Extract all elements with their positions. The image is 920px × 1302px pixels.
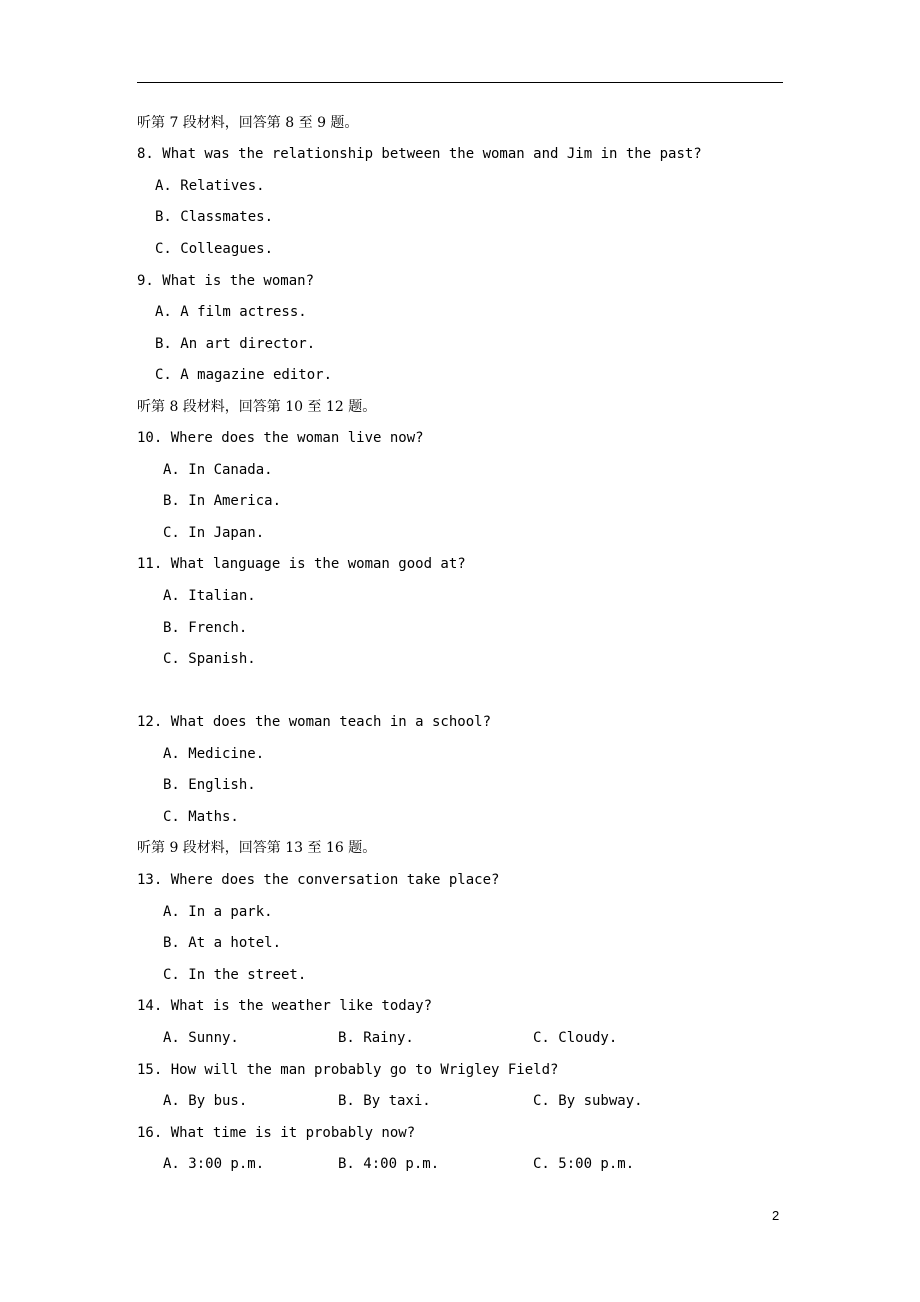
question-stem: 10. Where does the woman live now? — [137, 430, 424, 446]
answer-option: B. Rainy. — [338, 1030, 414, 1046]
question-stem: 15. How will the man probably go to Wrigley Field? — [137, 1062, 559, 1078]
answer-option: B. In America. — [163, 493, 282, 509]
section-heading: 听第 9 段材料，回答第 13 至 16 题。 — [137, 840, 377, 856]
answer-option: A. Sunny. — [163, 1030, 239, 1046]
answer-option: C. Maths. — [163, 809, 239, 825]
answer-option: C. In the street. — [163, 967, 307, 983]
question-stem: 9. What is the woman? — [137, 273, 315, 289]
question-stem: 12. What does the woman teach in a school? — [137, 714, 492, 730]
question-stem: 8. What was the relationship between the woman and Jim in the past? — [137, 146, 702, 162]
answer-option: A. In a park. — [163, 904, 273, 920]
question-stem: 13. Where does the conversation take place? — [137, 872, 500, 888]
question-stem: 11. What language is the woman good at? — [137, 556, 466, 572]
answer-option: B. English. — [163, 777, 256, 793]
answer-option: B. Classmates. — [155, 209, 274, 225]
header-rule — [137, 82, 783, 83]
answer-option: C. Colleagues. — [155, 241, 274, 257]
answer-option: B. By taxi. — [338, 1093, 431, 1109]
answer-option: A. 3:00 p.m. — [163, 1156, 265, 1172]
answer-option: C. In Japan. — [163, 525, 265, 541]
answer-option: C. By subway. — [533, 1093, 643, 1109]
answer-option: C. Cloudy. — [533, 1030, 618, 1046]
question-stem: 14. What is the weather like today? — [137, 998, 433, 1014]
question-stem: 16. What time is it probably now? — [137, 1125, 416, 1141]
answer-option: B. French. — [163, 620, 248, 636]
answer-option: A. A film actress. — [155, 304, 307, 320]
answer-option: B. 4:00 p.m. — [338, 1156, 440, 1172]
answer-option: A. Relatives. — [155, 178, 265, 194]
answer-option: A. Italian. — [163, 588, 256, 604]
answer-option: B. At a hotel. — [163, 935, 282, 951]
section-heading: 听第 8 段材料，回答第 10 至 12 题。 — [137, 399, 377, 415]
answer-option: A. In Canada. — [163, 462, 273, 478]
section-heading: 听第 7 段材料，回答第 8 至 9 题。 — [137, 115, 359, 131]
answer-option: C. A magazine editor. — [155, 367, 333, 383]
answer-option: C. 5:00 p.m. — [533, 1156, 635, 1172]
answer-option: B. An art director. — [155, 336, 316, 352]
page-number: 2 — [772, 1208, 780, 1223]
answer-option: C. Spanish. — [163, 651, 256, 667]
answer-option: A. Medicine. — [163, 746, 265, 762]
answer-option: A. By bus. — [163, 1093, 248, 1109]
